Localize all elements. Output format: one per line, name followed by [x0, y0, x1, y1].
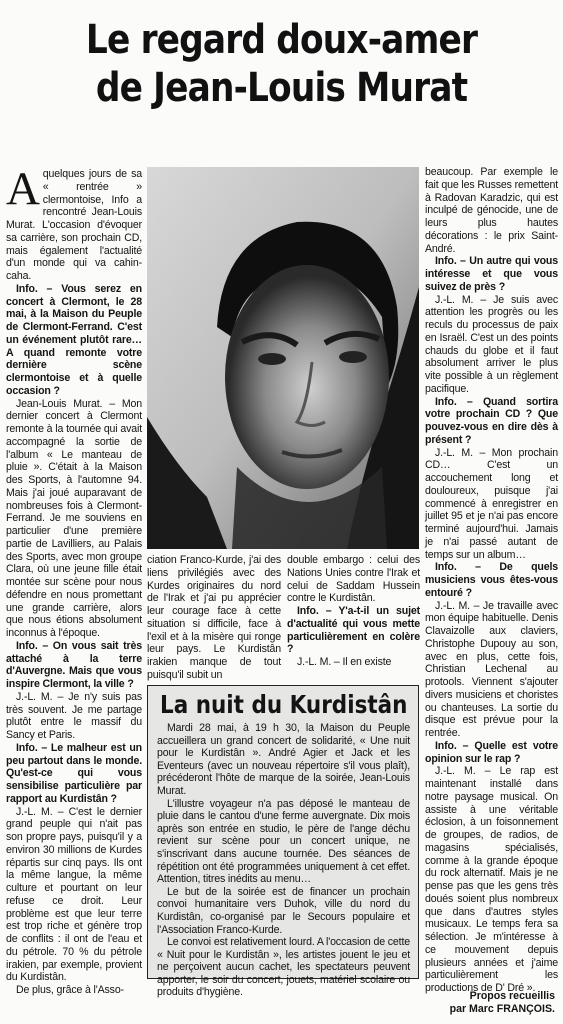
- interview-answer: J.-L. M. – Je travaille avec mon équipe habituelle. Denis Clavaizolle aux claviers, Christophe Dupouy au son, avec en plus, cette fois, Christian Lechenal au protools. Viennent s'ajouter divers musiciens et choristes ou chanteuses. La sortie du disque est prévue pour la rentrée.: [425, 599, 558, 739]
- interview-question: Info. – On vous sait très attaché à la terre d'Auvergne. Mais que vous inspire Clermont, la ville ?: [6, 639, 142, 690]
- byline: [425, 990, 555, 1016]
- article-headline: [39, 16, 523, 112]
- interview-answer: J.-L. M. – Mon prochain CD… C'est un accouchement long et douloureux, puisque j'ai commencé à enregistrer en juillet 95 et je n'ai pas encore terminé aujourd'hui. Jamais je n'ai passé autant de temps sur un album…: [425, 446, 558, 561]
- interview-answer: J.-L. M. – Je n'y suis pas très souvent. Je me partage plutôt entre le massif du Sancy et Paris.: [6, 690, 142, 741]
- interview-question: Info. – Le malheur est un peu partout dans le monde. Qu'est-ce qui vous sensibilise particulière par rapport au Kurdistân ?: [6, 741, 142, 805]
- sidebar-title: La nuit du Kurdistân: [160, 690, 408, 719]
- interview-question: Info. – Vous serez en concert à Clermont, le 28 mai, à la Maison du Peuple de Clermont-Ferrand. C'est un événement plutôt rare… A quand remonte votre dernière scène clermontoise et à quelle occasion ?: [6, 282, 142, 397]
- sidebar-paragraph: Le but de la soirée est de financer un prochain convoi humanitaire vers Duhok, ville du nord du Kurdistân, co-organisé par le Secours populaire et l'Association Franco-Kurde.: [157, 885, 410, 936]
- interview-answer: J.-L. M. – Le rap est maintenant installé dans notre paysage musical. On assiste à une véritable éclosion, à un foisonnement de groupes, de radios, de magasins spécialisés, comme à la grande époque du rock alternatif. Mais je ne pense pas que les gens très doués soient plus nombreux que dans d'autres styles musicaux. Le temps fera sa sélection. Je m'intéresse à ce mouvement depuis plusieurs années et j'aime particulièrement les productions de D' Dré ».: [425, 765, 558, 994]
- interview-answer: J.-L. M. – Je suis avec attention les progrès ou les reculs du processus de paix en Israël. C'est un des points chauds du globe et il faut absolument arriver le plus vite possible à un règlement pacifique.: [425, 293, 558, 395]
- interview-answer: Jean-Louis Murat. – Mon dernier concert à Clermont remonte à la tournée qui avait accompagné la sortie de l'album « Le manteau de pluie ». C'était à la Maison des Sports, à l'automne 94. Mais j'ai joué auparavant de nombreuses fois à Clermont-Ferrand. Je me souviens en particulier d'une première partie de Lavilliers, au Palais des Sports, avec mon groupe Clara, où une jeune fille était montée sur scène pour nous défendre en nous promettant une grande carrière, alors que nous étions absolument inconnus à l'époque.: [6, 397, 142, 639]
- drop-cap: A: [6, 163, 40, 215]
- sidebar-body: [157, 722, 410, 999]
- intro-paragraph: Aquelques jours de sa « rentrée » clermontoise, Info a rencontré Jean-Louis Murat. L'occasion d'évoquer sa carrière, son prochain CD, mais également l'actualité d'un monde qui va cahin-caha.: [6, 163, 142, 282]
- interview-question: Info. – Un autre qui vous intéresse et que vous suivez de près ?: [425, 255, 558, 293]
- interview-answer: J.-L. M. – Il en existe: [297, 656, 392, 668]
- interview-question: Info. – De quels musiciens vous êtes-vous entouré ?: [425, 561, 558, 599]
- interview-answer: J.-L. M. – C'est le dernier grand peuple qui n'ait pas son propre pays, puisqu'il y a environ 30 millions de Kurdes répartis sur cinq pays. Ils ont la même langue, la même culture et pourtant on leur refuse ce droit. Leur problème est que leur terre est trop riche et génère trop de conflits : il ont de l'eau et du pétrole. 70 % du pétrole irakien, par exemple, provient du Kurdistân.: [6, 805, 142, 984]
- byline-line-2: par Marc FRANÇOIS.: [449, 1003, 555, 1015]
- middle-column-2: [287, 554, 420, 680]
- sidebar-box: [147, 685, 419, 999]
- byline-line-1: Propos recueillis: [469, 990, 555, 1002]
- right-column: [425, 166, 558, 1002]
- interview-answer: De plus, grâce à l'Asso-: [16, 984, 124, 996]
- interview-question: Info. – Quand sortira votre prochain CD ? Que pouvez-vous en dire dès à présent ?: [425, 395, 558, 446]
- middle-column-1: [147, 554, 281, 680]
- interview-question: Info. – Quelle est votre opinion sur le rap ?: [425, 739, 558, 765]
- interview-answer-continued: double embargo : celui des Nations Unies contre l'Irak et celui de Saddam Hussein contre le Kurdistân.: [287, 554, 420, 605]
- headline-line-2: de Jean-Louis Murat: [95, 65, 468, 111]
- interview-answer-continued: beaucoup. Par exemple le fait que les Russes remettent à Radovan Karadzic, qui est inculpé de génocide, une de leurs plus hautes décorations : le prix Saint-André.: [425, 166, 558, 255]
- portrait-photo: [147, 167, 419, 549]
- interview-answer-continued: ciation Franco-Kurde, j'ai des liens privilégiés avec des Kurdes originaires du nord de l'Irak et j'ai pu apprécier leur courage face à cette situation si difficile, face à l'exil et à la misère qui ronge leur pays. Le Kurdistân irakien manque de tout puisqu'il subit un: [147, 554, 281, 681]
- sidebar-paragraph: L'illustre voyageur n'a pas déposé le manteau de pluie dans le cantou d'une ferme auvergnate. Dix mois après son entrée en studio, le père de l'ange déchu revient sur scène pour un concert unique, ne s'inscrivant dans aucune tournée. Des séances de répétition ont été programmées uniquement à cet effet. Attention, titres inédits au menu…: [157, 797, 410, 886]
- interview-question: Info. – Y'a-t-il un sujet d'actualité qui vous mette particulièrement en colère ?: [287, 605, 420, 656]
- sidebar-paragraph: Le convoi est relativement lourd. A l'occasion de cette « Nuit pour le Kurdistân », les artistes jouent le jeu et ne perçoivent aucun cachet, les spectateurs peuvent apporter, le soir du concert, jouets, matériel scolaire ou produits d'hygiène.: [157, 936, 410, 999]
- left-column: [6, 163, 142, 1010]
- portrait-image: [147, 167, 419, 549]
- headline-line-1: Le regard doux-amer: [85, 17, 478, 63]
- sidebar-paragraph: Mardi 28 mai, à 19 h 30, la Maison du Peuple accueillera un grand concert de solidarité, « Une nuit pour le Kurdistân ». André Agier et Jack et les Eventeurs (avec un nouveau répertoire s'il vous plaît), précéderont l'hôte de marque de la soirée, Jean-Louis Murat.: [157, 722, 410, 797]
